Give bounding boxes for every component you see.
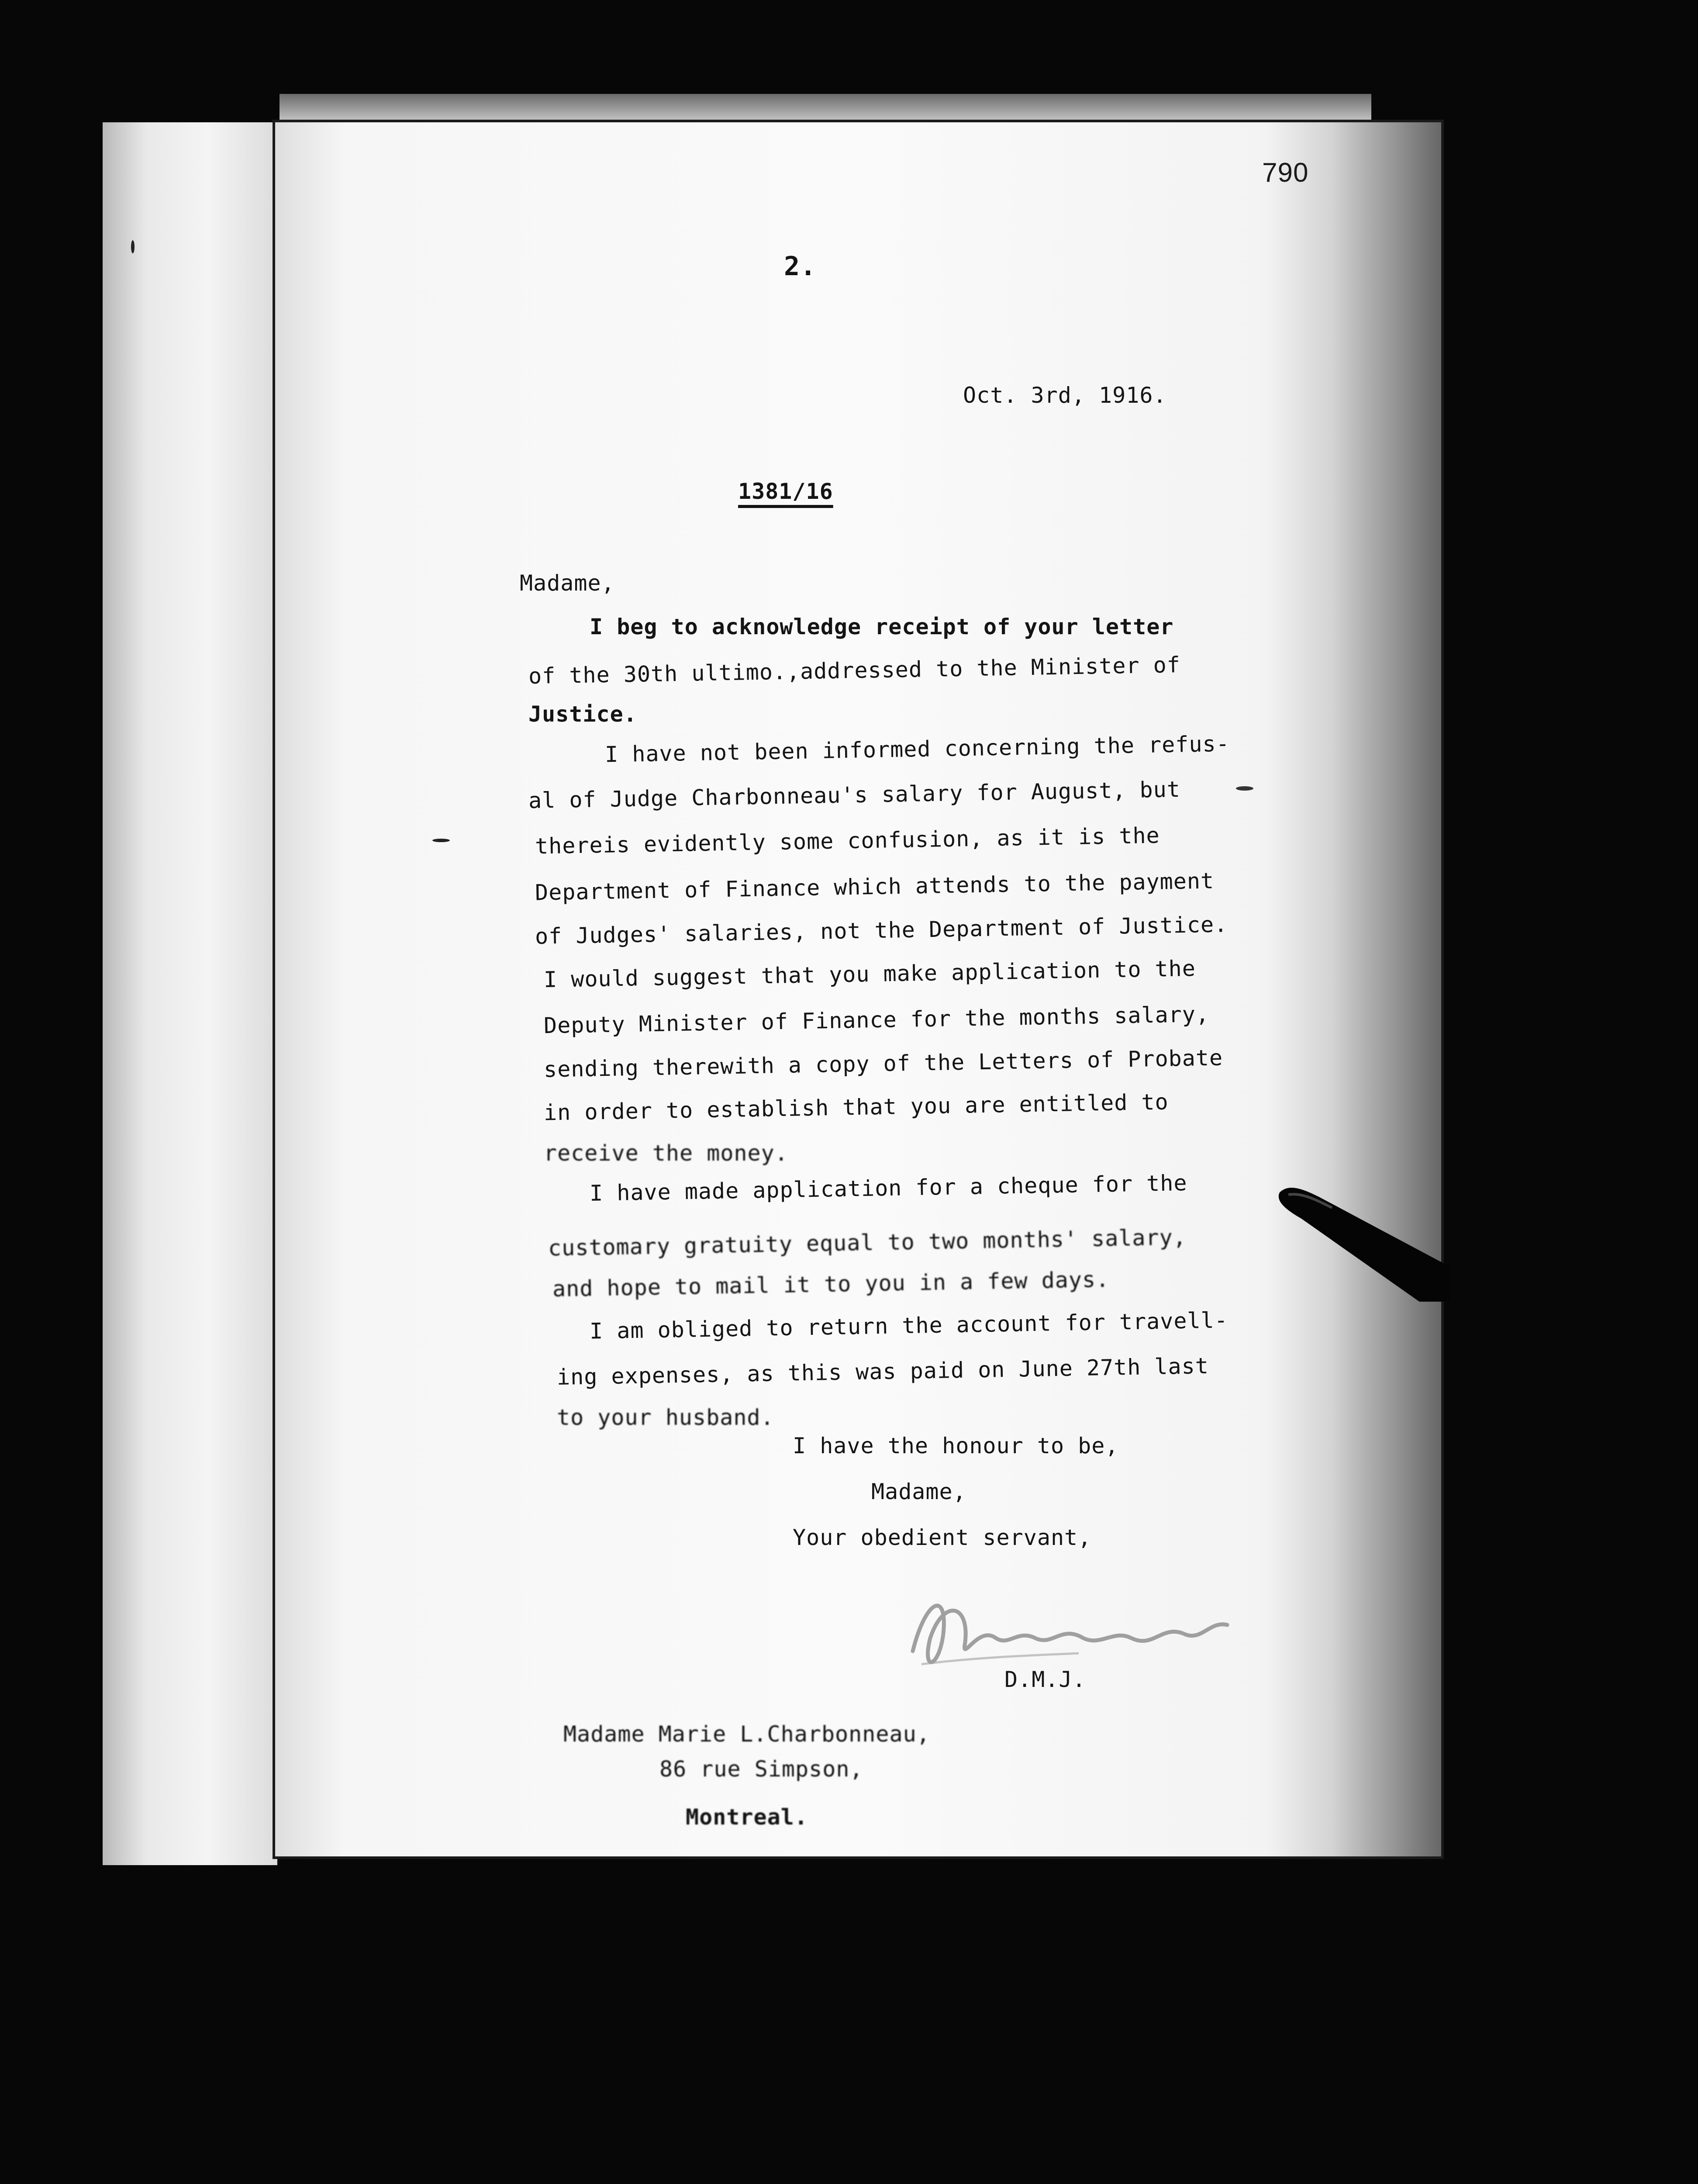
body-line: customary gratuity equal to two months' salary, bbox=[548, 1224, 1187, 1261]
body-line: Justice. bbox=[528, 702, 637, 727]
body-line: receive the money. bbox=[544, 1140, 788, 1166]
body-line: Deputy Minister of Finance for the months salary, bbox=[543, 1001, 1210, 1039]
addressee-name: Madame Marie L.Charbonneau, bbox=[563, 1721, 930, 1747]
body-line: thereis evidently some confusion, as it is the bbox=[535, 822, 1160, 859]
body-line: I am obliged to return the account for travell- bbox=[589, 1307, 1229, 1344]
body-line: and hope to mail it to you in a few days. bbox=[552, 1266, 1110, 1302]
body-line: of Judges' salaries, not the Department of Justice. bbox=[535, 912, 1228, 949]
closing-line: Your obedient servant, bbox=[793, 1525, 1092, 1550]
addressee-city: Montreal. bbox=[686, 1804, 808, 1830]
body-line: sending therewith a copy of the Letters of Probate bbox=[543, 1045, 1223, 1082]
body-line: Department of Finance which attends to the payment bbox=[535, 868, 1215, 905]
margin-speck bbox=[1236, 786, 1253, 791]
letter-date: Oct. 3rd, 1916. bbox=[963, 383, 1167, 408]
margin-speck bbox=[131, 240, 135, 253]
body-line: of the 30th ultimo.,addressed to the Minister of bbox=[528, 652, 1181, 689]
backing-paper-strip bbox=[103, 122, 277, 1865]
pen-pointer bbox=[1275, 1179, 1450, 1302]
body-line: I have made application for a cheque for the bbox=[589, 1170, 1187, 1206]
closing-line: I have the honour to be, bbox=[793, 1433, 1119, 1458]
body-line: in order to establish that you are entitled to bbox=[543, 1089, 1169, 1126]
margin-speck bbox=[432, 839, 450, 842]
closing-line: Madame, bbox=[871, 1479, 966, 1504]
body-line: al of Judge Charbonneau's salary for August, but bbox=[528, 776, 1181, 814]
body-line: to your husband. bbox=[557, 1405, 774, 1430]
body-line: ing expenses, as this was paid on June 27th last bbox=[556, 1353, 1209, 1390]
body-line: I beg to acknowledge receipt of your letter bbox=[590, 614, 1174, 639]
body-line: I would suggest that you make application to the bbox=[543, 955, 1196, 993]
salutation: Madame, bbox=[520, 570, 615, 596]
signatory-initials: D.M.J. bbox=[1004, 1667, 1086, 1692]
backing-paper-top-edge bbox=[280, 94, 1371, 124]
letter-page bbox=[275, 122, 1441, 1856]
folio-number: 790 bbox=[1262, 158, 1309, 188]
file-reference: 1381/16 bbox=[738, 479, 833, 504]
page-number: 2. bbox=[784, 251, 817, 282]
addressee-street: 86 rue Simpson, bbox=[659, 1756, 863, 1782]
page-edge-shadow bbox=[1332, 122, 1441, 1856]
body-line: I have not been informed concerning the refus- bbox=[604, 731, 1230, 767]
